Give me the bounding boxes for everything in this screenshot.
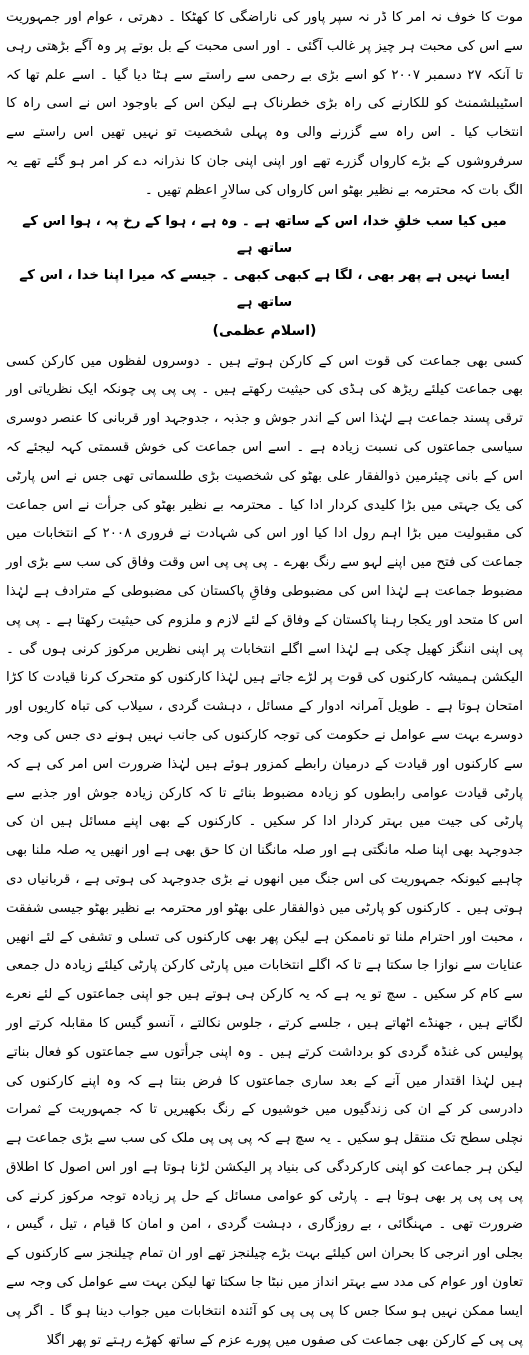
article-paragraph-body: کسی بھی جماعت کی قوت اس کے کارکن ہوتے ہیں ۔ دوسروں لفظوں میں کارکن کسی بھی جماعت کیلئے ریڑھ کی ہڈی کی حیثیت رکھتے ہیں ۔ پی پی پی چونکہ ایک نظریاتی اور ترقی پسند جماعت ہے لہٰذا اس کے اندر جوش و جذبہ ، جدوجہد اور قربانی کا عنصر دوسری سیاسی جماعتوں کی نسبت زیادہ ہے ۔ اسے اس جماعت کی خوش قسمتی کہہ لیجئے کہ اس کے بانی چیئرمین ذوالفقار علی بھٹو کی شخصیت بڑی طلسماتی تھی جس نے اس پارٹی کی یک جہتی میں بڑا کلیدی کردار ادا کیا ۔ محترمہ بے نظیر بھٹو کی جرأت نے اس جماعت کی مقبولیت میں بڑا اہم رول ادا کیا اور اس کی شہادت نے فروری ۲۰۰۸ کے انتخابات میں جماعت کی فتح میں اپنے لہو سے رنگ بھرے ۔ پی پی پی اس وقت وفاق کی سب سے بڑی اور مضبوط جماعت ہے لہٰذا اس کی مضبوطی وفاقِ پاکستان کی مضبوطی کے مترادف ہے لہٰذا اس کا متحد اور یکجا رہنا پاکستان کے وفاق کے لئے لازم و ملزوم کی حیثیت رکھتا ہے ۔ پی پی پی اپنی اننگز کھیل چکی ہے لہٰذا اسے اگلے انتخابات پر اپنی نظریں مرکوز کرنی ہوں گی ۔ الیکشن ہمیشہ کارکنوں کی قوت پر لڑے جاتے ہیں لہٰذا کارکنوں کو متحرک کرنا قیادت کا کڑا امتحان ہوتا ہے ۔ طویل آمرانہ ادوار کے مسائل ، دہشت گردی ، سیلاب کی تباہ کاریوں اور دوسرے بہت سے عوامل نے حکومت کی توجہ کارکنوں کی جانب نہیں ہونے دی جس کی وجہ سے کارکنوں اور قیادت کے درمیان رابطے کمزور ہوئے ہیں لہٰذا ضرورت اس امر کی ہے کہ پارٹی قیادت عوامی رابطوں کو زیادہ مضبوط بنائے تا کہ کارکن زیادہ جوش اور جذبے سے پارٹی کی جیت میں بہتر کردار ادا کر سکیں ۔ کارکنوں کے بھی اپنے مسائل ہیں ان کی جدوجہد بھی اپنا صلہ مانگتی ہے اور صلہ مانگنا ان کا حق بھی ہے اور انھیں یہ صلہ ملنا بھی چاہیے کیونکہ جمہوریت کی اس جنگ میں انھوں نے بڑی جدوجہد کی ہوتی ہے ، قربانیاں دی ہوتی ہیں ۔ کارکنوں کو پارٹی میں ذوالفقار علی بھٹو اور محترمہ بے نظیر بھٹو جیسی شفقت ، محبت اور احترام ملنا تو ناممکن ہے لیکن پھر بھی کارکنوں کی تسلی و تشفی کے لئے انھیں عنایات سے نوازا جا سکتا ہے تا کہ اگلے انتخابات میں پارٹی کارکن پارٹی کیلئے زیادہ دل جمعی سے کام کر سکیں ۔ سچ تو یہ ہے کہ یہ کارکن ہی ہوتے ہیں جو اپنی جماعتوں کے لئے نعرے لگاتے ہیں ، جھنڈے اٹھاتے ہیں ، جلسے کرتے ، جلوس نکالتے ، آنسو گیس کا مقابلہ کرتے اور پولیس کی غنڈہ گردی کو برداشت کرتے ہیں ۔ وہ اپنی جرأتوں سے جماعتوں کو فعال بناتے ہیں لہٰذا اقتدار میں آنے کے بعد ساری جماعتوں کا فرض بنتا ہے کہ وہ اپنے کارکنوں کی دادرسی کر کے ان کی زندگیوں میں خوشیوں کے رنگ بکھیریں تا کہ جمہوریت کے ثمرات نچلی سطح تک منتقل ہو سکیں ۔ یہ سچ ہے کہ پی پی پی ملک کی سب سے بڑی جماعت ہے لیکن ہر جماعت کو اپنی کارکردگی کی بنیاد پر الیکشن لڑنا ہوتا ہے اور اس اصول کا اطلاق پی پی پی پر بھی ہوتا ہے ۔ پارٹی کو عوامی مسائل کے حل پر زیادہ توجہ مرکوز کرنے کی ضرورت تھی ۔ مہنگائی ، بے روزگاری ، دہشت گردی ، امن و امان کا قیام ، تیل ، گیس ، بجلی اور انرجی کا بحران اس کیلئے بہت بڑے چیلنجز تھے اور ان تمام چیلنجز سے کارکنوں کے تعاون اور عوام کی مدد سے بہتر انداز میں نبٹا جا سکتا تھا لیکن بہت سے عوامل کی وجہ سے ایسا ممکن نہیں ہو سکا جس کا پی پی پی کو آئندہ انتخابات میں جواب دینا ہو گا ۔ اگر پی پی پی کے کارکن بھی جماعت کی صفوں میں پورے عزم کے ساتھ کھڑے رہتے تو پھر اگلا bbox=[6, 353, 523, 1348]
poetry-quote-author: (اسلام عظمی) bbox=[212, 322, 317, 339]
poetry-quote-line-1: میں کیا سب خلقِ خدا، اس کے ساتھ ہے ۔ وہ ہے ، ہوا کے رخ پہ ، ہوا اس کے ساتھ ہے bbox=[22, 213, 507, 256]
article-paragraph-intro: موت کا خوف نہ امر کا ڈر نہ سپر پاور کی ناراضگی کا کھٹکا ۔ دھرتی ، عوام اور جمہوریت سے اس کی محبت ہر چیز پر غالب آگئی ۔ اور اسی محبت کے بل بوتے پر وہ آگے بڑھتی رہی تا آنکہ ۲۷ دسمبر ۲۰۰۷ کو اسے بڑی بے رحمی سے راستے سے ہٹا دیا گیا ۔ اسے علم تھا کہ اسٹیبلشمنٹ کو للکارنے کی راہ بڑی خطرناک ہے لیکن اس کے باوجود اس نے اسی راہ کا انتخاب کیا ۔ اس راہ سے گزرنے والی وہ پہلی شخصیت تو نہیں تھیں اس راستے سے سرفروشوں کے بڑے کارواں گزرے تھے اور اپنی اپنی جان کا نذرانہ دے کر امر ہو گئے تھے یہ الگ بات کہ محترمہ بے نظیر بھٹو اس کارواں کی سالارِ اعظم تھیں ۔ bbox=[6, 10, 523, 198]
poetry-quote-line-2: ایسا نہیں ہے پھر بھی ، لگا ہے کبھی کبھی ۔ جیسے کہ میرا اپنا خدا ، اس کے ساتھ ہے bbox=[19, 267, 510, 310]
poetry-quote bbox=[6, 208, 523, 346]
